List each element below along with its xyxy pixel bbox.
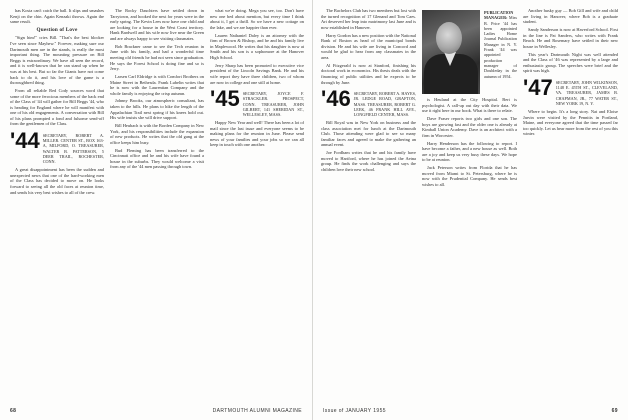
paragraph: Another husky guy — Bob Gill and wife and child are living in Hanover, where Bob is a graduate student. [523,8,618,25]
column-1 [321,8,416,398]
column-1 [10,8,104,398]
left-page [0,0,313,420]
magazine-title: DARTMOUTH ALUMNI MAGAZINE [212,408,302,414]
caption-title: PUBLICATION MANAGER: [484,10,514,21]
paragraph: Harry Gordon has a new position with the National Bank of Boston as head of the municipal bonds division. He and his wife are living in Concord and would be glad to hear from any classmates in the area. [321,32,416,60]
paragraph: Sandy Sanderson is now at Haverford School. First in the line is Pat Sanders, who writes with Frank Beach. He and Rosemary have settled in their new house in Wellesley. [523,26,618,49]
right-page-columns [321,8,618,398]
portrait-face [436,22,462,54]
paragraph: This year's Dartmouth Night was well attended and the Class of '46 was represented by a large and enthusiastic group. The speeches were brief and the spirit was high. [523,51,618,74]
caption-text: Miss B. Price '44 has been appointed Ladies Home Journal Publication Manager in N. Y. Frank '44 was appointed production manager of Doubleday in the autumn of 1954. [484,15,517,79]
paragraph: Jack Peterson writes from Florida that he has moved from Miami to St. Petersburg, where he is now with the Prudential Company. He sends best wishes to all. [422,165,517,187]
page-footer [10,408,302,414]
column-2 [110,8,204,398]
paragraph: Larsen Carl Eldridge is with Comfort Brothers on Maine Street in Bethesda. Frank Lubelin writes that he is now with the Laurentian Company and the whole family is enjoying the crisp autumn. [110,73,204,96]
paragraph: Al Fitzgerald is now at Stanford, finishing his doctoral work in economics. His thesis deals with the financing of public utilities and he expects to be through by June. [321,62,416,85]
paragraph: From all reliable Red Cody sources word that some of the more ferocious members of the back end of the Class of '44 will gather for Bill Beggs '44, who is heading for England where he will manifest with one of his old engagements. A conversation with Bill of his plans prompted a fond and fulsome send-off from the gentlemen of the Class. [10,87,104,127]
class-secretary: SECRETARY, JOYCE F. STRACKLER. PROSPECT, CONN. TREASURER, JOHN GILBERT, 141 SHERIDAN ST., WELLESLEY, MASS. [242,91,304,117]
class-secretary: SECRETARY, ROBERT A. HAYES, JR. LEDGE ROAD, GRAFTON, MASS. TREASURER, ROBERT G. LEEK, 46 FRANK HILL AVE., LONGFIELD CENTER, MASS. [353,91,416,117]
class-year: '47 [523,74,553,100]
class-secretary: SECRETARY, JOHN WILKINSON, 1148 E. 45TH ST., CLEVELAND, VA. TREASURER, JAMES B. CHAPMAN, JR., 77 WATER ST., NEW YORK 19, N. Y. [555,79,618,106]
class-year: '45 [210,86,240,112]
paragraph: Bob Brackner came to see the Tech reunion in June with his family, and had a wonderful time meeting old friends he had not seen since graduation. He says the Forest School is doing fine and so is Jerry. [110,43,204,72]
page-number: 68 [10,408,17,414]
left-page-columns [10,8,304,398]
column-3 [210,8,304,398]
paragraph: Happy New Year and well! There has been a lot of mail since the last issue and everyone seems to be making plans for the reunion in June. Please send news of your families and your jobs so we can all keep in touch with one another. [210,120,304,148]
column-3 [523,8,618,398]
paragraph: has Kosta can't catch the ball. It slips and smashes Kenji on the chin. Again Kenzaki throws. Again the same result. [10,8,104,25]
paragraph: is Heuland at the City Hospital. Bert is psychologist. A call-up out day with their data. We use it right here in our book. What is there to relate. [422,97,517,114]
column-2 [422,8,517,398]
class-header [523,74,618,106]
issue-date: Issue of JANUARY 1955 [323,408,386,414]
photo-caption [484,10,517,94]
paragraph: The Bachelors Club has two members but lost with the turned recognition of 17 Glenand and Tom Caes. Art deserved her leap into matrimony last June and is now established in Hanover. [321,8,416,30]
paragraph: Harry Henderson has the following to report. I have become a father, and a new house as well. Both are a joy and keep us very busy these days. We hope to be at reunion. [422,140,517,163]
right-page [313,0,628,420]
class-header [210,86,304,117]
portrait-photo [422,10,480,94]
portrait-block [422,10,517,94]
class-year: '46 [321,86,351,112]
page-footer [323,408,618,414]
paragraph: The Rocky Dauchters have settled down in Tarrytown, and hooked the next for years were in the early spring. The Kevin Lees now have one child and are looking for a house in the West Coast territory. Hank Bardwell and his wife now live near the Green and are always happy to see visiting classmates. [110,8,204,41]
class-header [321,86,416,117]
class-year: '44 [10,128,40,154]
paragraph: Bud Fleming has been transferred to the Cincinnati office and he and his wife have found a house in the suburbs. They would welcome a visit from any of the '44 men passing through town. [110,147,204,170]
paragraph: Johnny Brooks, our atmospheric consultant, has taken to the hills. He plans to hike the length of the Appalachian Trail next spring if his knees hold out. His wife insists she will drive support. [110,98,204,121]
paragraph: "Sign him!" cries Bill. "That's the best blocker I've seen since Mayhew." Forever, making sure our Dartmouth men are in the stands, is really the most important thing. The mounting pressure on Bill Beggs is extraordinary. We have all seen the record, and it is well-known that he can stand up when he was at his best. But so far the Giants have not come back to do it, and his love of the game is a thoroughbred thing. [10,35,104,86]
class-header [10,128,104,165]
section-heading: Question of Love [36,26,78,33]
paragraph: Lauren Nathaniel Daley is an attorney with the firm of Brown & Bishop, and he and his family live in Maplewood. He writes that his daughter is now at Smith and his son is a sophomore at the Hanover High School. [210,32,304,60]
page-number: 69 [611,408,618,414]
paragraph: Bill Heubach is with the Borden Company in New York, and his responsibilities include the expansion of new products. He writes that the old gang at the office keeps him busy. [110,123,204,145]
paragraph: Bill Royal was in New York on business and the class association met for lunch at the Dartmouth Club. Those attending were glad to see so many familiar faces and agreed to make the gathering an annual event. [321,120,416,148]
paragraph: A great disappointment has been the sudden and unexpected news that one of the hard-working men of the Class has decided to move on. He looks forward to seeing all the old faces at reunion time, and sends his very best wishes to all of the crew. [10,167,104,195]
class-secretary: SECRETARY, ROBERT A. MILLER. CENTER ST., BOX 163-A, MILFORD, O. TREASURER, WALTER B. PATTERSON, 5 DEER TRAIL, ROCHESTER, CONN. [42,133,104,165]
paragraph: Where to begin. It's a long story. Nat and Eloise Jarvin were visited by the Pennitts in Portland, Maine, and everyone agreed that the time passed far too quickly. Let us hear more from the rest of you this winter. [523,108,618,137]
paragraph: what we're doing. Mega you see, too. Don't have new one bed about mention, but every time I think about it, I get a thrill. So we have a new cottage on the lake, and we are happier than ever. [210,8,304,30]
paragraph: Jerry Sharp has been promoted to executive vice president of the Lincoln Savings Bank. He and his wife report they have three children, two of whom are now in college and one still at home. [210,62,304,85]
paragraph: Dave Fraser reports two girls and one son. The boys are growing fast and the older one is already at Kimball Union Academy. Dave is an architect with a firm in Worcester. [422,115,517,138]
paragraph: Joe Fordham writes that he and his family have moved to Hartford, where he has joined the Aetna group. He finds the work challenging and says the children love their new school. [321,150,416,173]
